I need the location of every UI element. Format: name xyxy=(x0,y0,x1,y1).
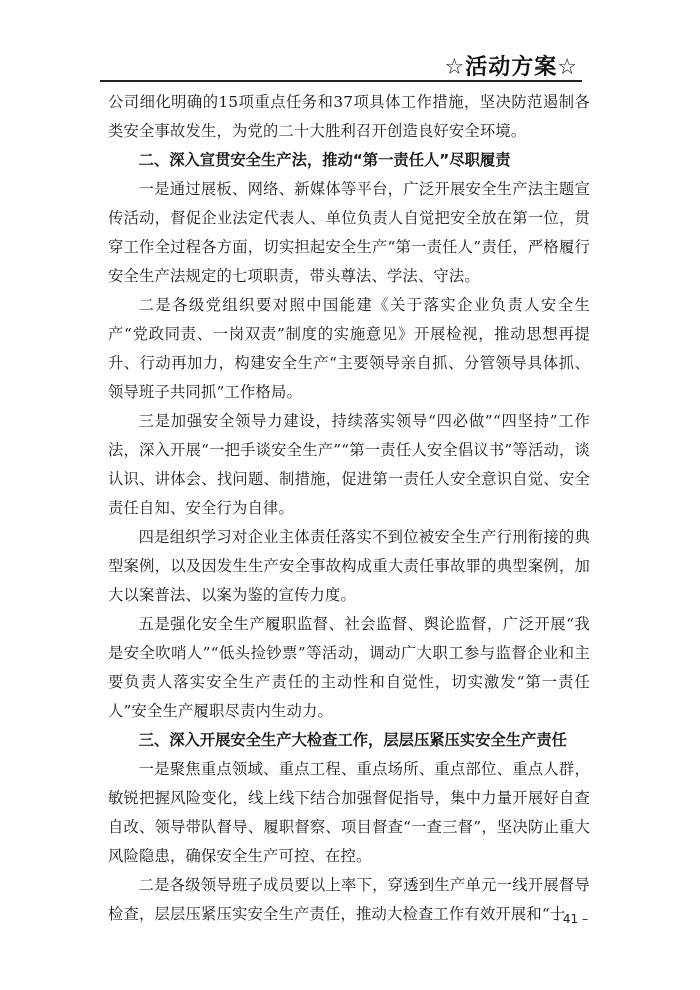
paragraph-continued: 公司细化明确的15项重点任务和37项具体工作措施，坚决防范遏制各类安全事故发生，为党的二十大胜利召开创造良好安全环境。 xyxy=(108,93,590,140)
page-number: – 41 – xyxy=(553,912,588,926)
paragraph: 四是组织学习对企业主体责任落实不到位被安全生产行刑衔接的典型案例，以及因发生生产安全事故构成重大责任事故罪的典型案例，加大以案普法、以案为鉴的宣传力度。 xyxy=(108,528,590,604)
section-heading-3: 三、深入开展安全生产大检查工作，层层压紧压实安全生产责任 xyxy=(138,731,567,749)
document-header-title: ☆活动方案☆ xyxy=(444,55,578,80)
header-divider xyxy=(100,80,582,82)
paragraph: 三是加强安全领导力建设，持续落实领导“四必做”“四坚持”工作法，深入开展“一把手谈安全生产”“第一责任人安全倡议书”等活动，谈认识、讲体会、找问题、制措施，促进第一责任人安全意识自觉、安全责任自知、安全行为自律。 xyxy=(108,412,590,517)
paragraph: 二是各级领导班子成员要以上率下，穿透到生产单元一线开展督导检查，层层压紧压实安全生产责任，推动大检查工作有效开展和“十 xyxy=(108,876,590,923)
paragraph: 一是通过展板、网络、新媒体等平台，广泛开展安全生产法主题宣传活动，督促企业法定代表人、单位负责人自觉把安全放在第一位，贯穿工作全过程各方面，切实担起安全生产“第一责任人”责任，严格履行安全生产法规定的七项职责，带头尊法、学法、守法。 xyxy=(108,180,590,285)
paragraph: 五是强化安全生产履职监督、社会监督、舆论监督，广泛开展“我是安全吹哨人”“低头捡钞票”等活动，调动广大职工参与监督企业和主要负责人落实安全生产责任的主动性和自觉性，切实激发“第一责任人”安全生产履职尽责内生动力。 xyxy=(108,615,590,720)
section-heading-2: 二、深入宣贯安全生产法，推动“第一责任人”尽职履责 xyxy=(138,151,511,169)
document-body xyxy=(108,88,590,929)
paragraph: 一是聚焦重点领域、重点工程、重点场所、重点部位、重点人群，敏锐把握风险变化，线上线下结合加强督促指导，集中力量开展好自查自改、领导带队督导、履职督察、项目督查“一查三督”，坚决防止重大风险隐患，确保安全生产可控、在控。 xyxy=(108,760,590,865)
paragraph: 二是各级党组织要对照中国能建《关于落实企业负责人安全生产“党政同责、一岗双责”制度的实施意见》开展检视，推动思想再提升、行动再加力，构建安全生产“主要领导亲自抓、分管领导具体抓、领导班子共同抓”工作格局。 xyxy=(108,296,590,401)
